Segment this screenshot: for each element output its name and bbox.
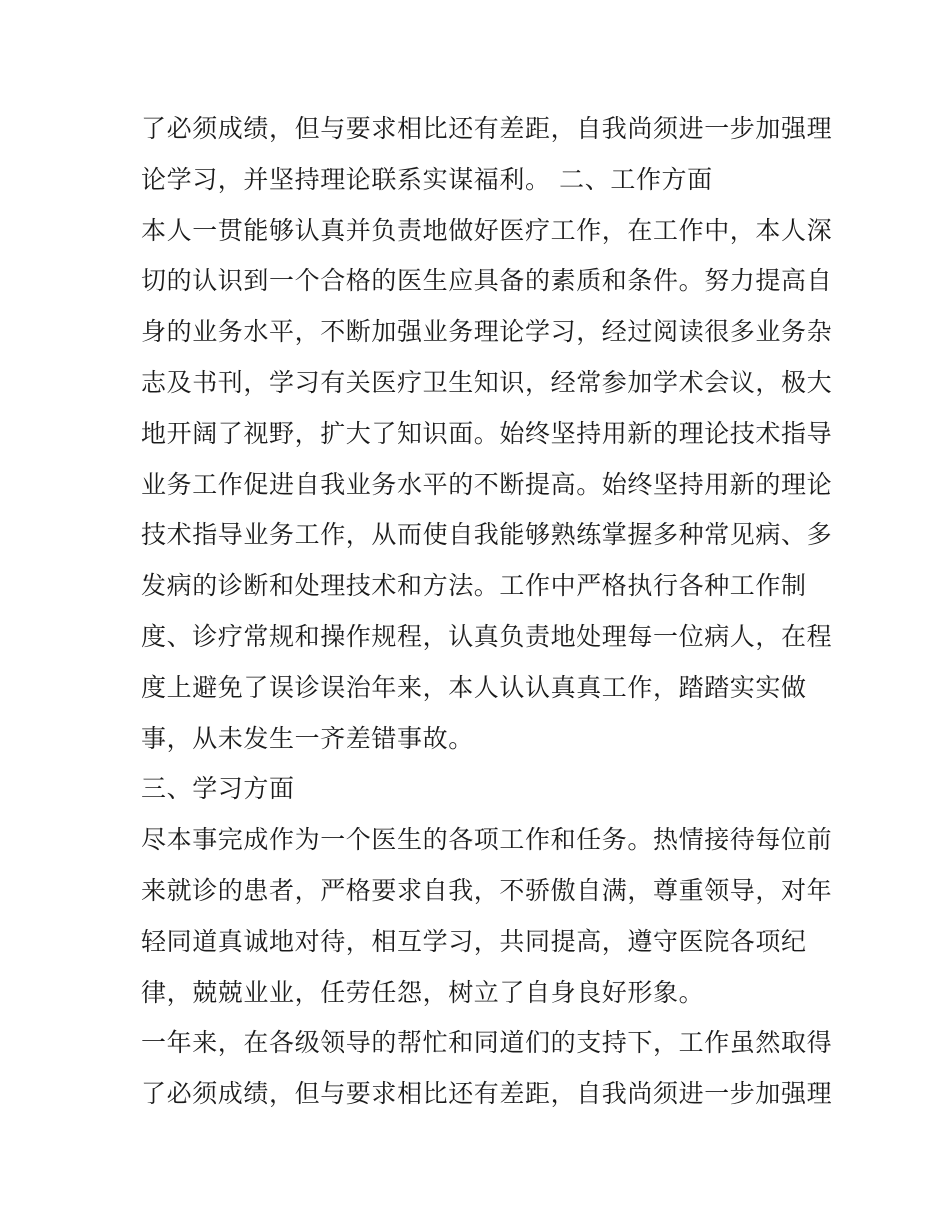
text-line: 来就诊的患者，严格要求自我，不骄傲自满，尊重领导，对年 <box>141 875 833 905</box>
text-line: 事，从未发生一齐差错事故。 <box>141 723 474 753</box>
text-line: 论学习，并坚持理论联系实谋福利。 二、工作方面 <box>141 164 713 194</box>
section-heading: 三、学习方面 <box>141 774 295 804</box>
text-line: 律，兢兢业业，任劳任怨，树立了自身良好形象。 <box>141 977 705 1007</box>
document-body <box>141 104 833 1120</box>
text-line: 志及书刊，学习有关医疗卫生知识，经常参加学术会议，极大 <box>141 367 833 397</box>
text-line: 尽本事完成作为一个医生的各项工作和任务。热情接待每位前 <box>141 825 833 855</box>
text-line: 技术指导业务工作，从而使自我能够熟练掌握多种常见病、多 <box>141 520 833 550</box>
text-line: 地开阔了视野，扩大了知识面。始终坚持用新的理论技术指导 <box>141 418 833 448</box>
text-line: 发病的诊断和处理技术和方法。工作中严格执行各种工作制 <box>141 571 807 601</box>
text-line: 本人一贯能够认真并负责地做好医疗工作，在工作中，本人深 <box>141 215 833 245</box>
text-line: 了必须成绩，但与要求相比还有差距，自我尚须进一步加强理 <box>141 114 833 143</box>
text-line: 业务工作促进自我业务水平的不断提高。始终坚持用新的理论 <box>141 469 833 499</box>
text-line: 身的业务水平，不断加强业务理论学习，经过阅读很多业务杂 <box>141 317 833 347</box>
text-line: 度上避免了误诊误治年来，本人认认真真工作，踏踏实实做 <box>141 672 807 702</box>
text-line: 了必须成绩，但与要求相比还有差距，自我尚须进一步加强理 <box>141 1079 833 1109</box>
text-line: 度、诊疗常规和操作规程，认真负责地处理每一位病人，在程 <box>141 621 833 651</box>
text-line: 轻同道真诚地对待，相互学习，共同提高，遵守医院各项纪 <box>141 926 807 956</box>
text-line: 切的认识到一个合格的医生应具备的素质和条件。努力提高自 <box>141 266 833 296</box>
text-line: 一年来，在各级领导的帮忙和同道们的支持下，工作虽然取得 <box>141 1028 833 1058</box>
